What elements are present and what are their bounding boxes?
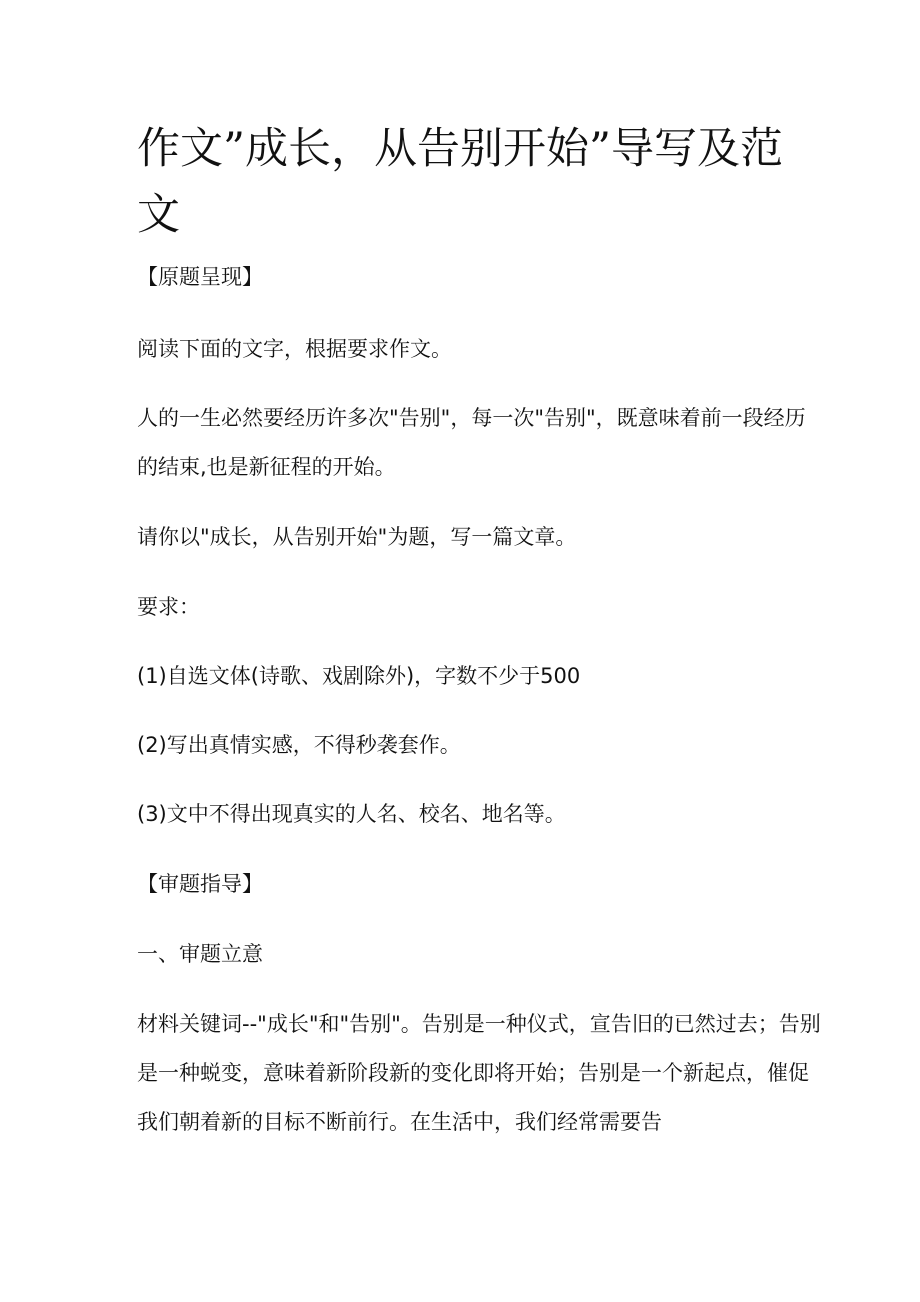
instruction-text: 阅读下面的文字，根据要求作文。	[137, 337, 452, 361]
task-text: 请你以"成长，从告别开始"为题，写一篇文章。	[137, 525, 577, 549]
requirement-item-3: (3)文中不得出现真实的人名、校名、地名等。	[137, 802, 566, 826]
analysis-line-1: 材料关键词--"成长"和"告别"。告别是一种仪式，宣告旧的已然过去；告别	[137, 1012, 821, 1036]
analysis-line-3: 我们朝着新的目标不断前行。在生活中，我们经常需要告	[137, 1110, 662, 1134]
material-line-1: 人的一生必然要经历许多次"告别"，每一次"告别"，既意味着前一段经历	[137, 406, 806, 430]
requirements-heading: 要求：	[137, 595, 200, 619]
section-heading-guide: 【审题指导】	[137, 872, 263, 896]
document-title: 作文”成长，从告别开始”导写及范文	[137, 124, 783, 240]
requirement-item-2: (2)写出真情实感，不得秒袭套作。	[137, 733, 461, 757]
requirement-item-1: (1)自选文体(诗歌、戏剧除外)，字数不少于500	[137, 664, 581, 688]
material-line-2: 的结束,也是新征程的开始。	[137, 455, 396, 479]
section-heading-original: 【原题呈现】	[137, 265, 263, 289]
analysis-line-2: 是一种蜕变，意味着新阶段新的变化即将开始；告别是一个新起点，催促	[137, 1061, 809, 1085]
subheading-theme: 一、审题立意	[137, 942, 263, 966]
